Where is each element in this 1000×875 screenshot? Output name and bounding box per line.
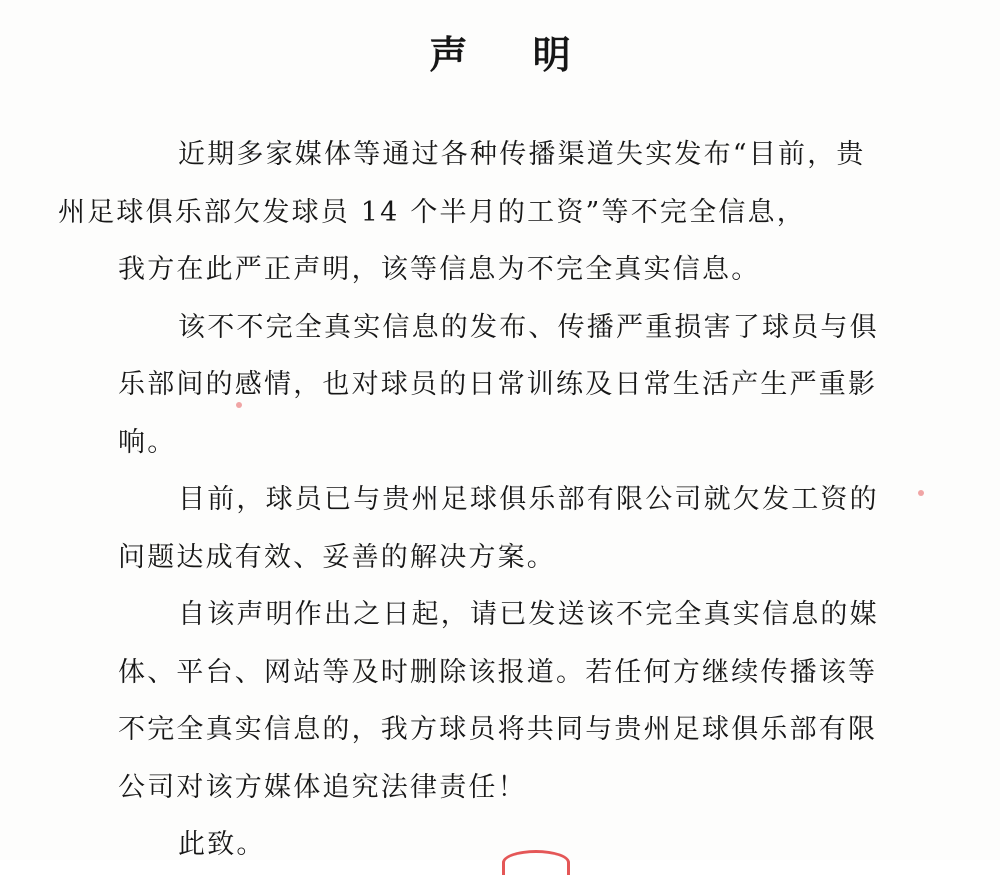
ink-speck — [918, 490, 924, 496]
paragraph-3 — [118, 471, 879, 586]
text-line: 我方在此严正声明，该等信息为不完全真实信息。 — [118, 254, 761, 285]
text-line: 不完全真实信息的，我方球员将共同与贵州足球俱乐部有限 — [118, 714, 878, 745]
text-line: 乐部间的感情，也对球员的日常训练及日常生活产生严重影 — [118, 369, 878, 400]
paragraph-4 — [118, 586, 879, 816]
seal-stamp-edge — [502, 850, 570, 875]
document-title: 声 明 — [429, 32, 597, 77]
text-line: 体、平台、网站等及时删除该报道。若任何方继续传播该等 — [118, 656, 878, 688]
text-line: 该不不完全真实信息的发布、传播严重损害了球员与俱 — [178, 311, 879, 343]
paragraph-1 — [58, 126, 866, 299]
paragraph-2 — [118, 299, 879, 472]
text-line: 问题达成有效、妥善的解决方案。 — [118, 541, 556, 573]
text-line: 公司对该方媒体追究法律责任！ — [118, 771, 527, 803]
paragraph-5 — [118, 816, 858, 874]
text-line: 目前，球员已与贵州足球俱乐部有限公司就欠发工资的 — [178, 484, 879, 515]
ink-speck — [236, 402, 242, 408]
text-line: 此致。 — [178, 829, 266, 860]
document-body — [58, 126, 879, 874]
text-line: 州足球俱乐部欠发球员 14 个半月的工资”等不完全信息， — [58, 196, 806, 228]
text-line: 自该声明作出之日起，请已发送该不完全真实信息的媒 — [178, 599, 879, 630]
text-line: 近期多家媒体等通过各种传播渠道失实发布“目前，贵 — [178, 139, 866, 170]
text-line: 响。 — [118, 426, 177, 458]
